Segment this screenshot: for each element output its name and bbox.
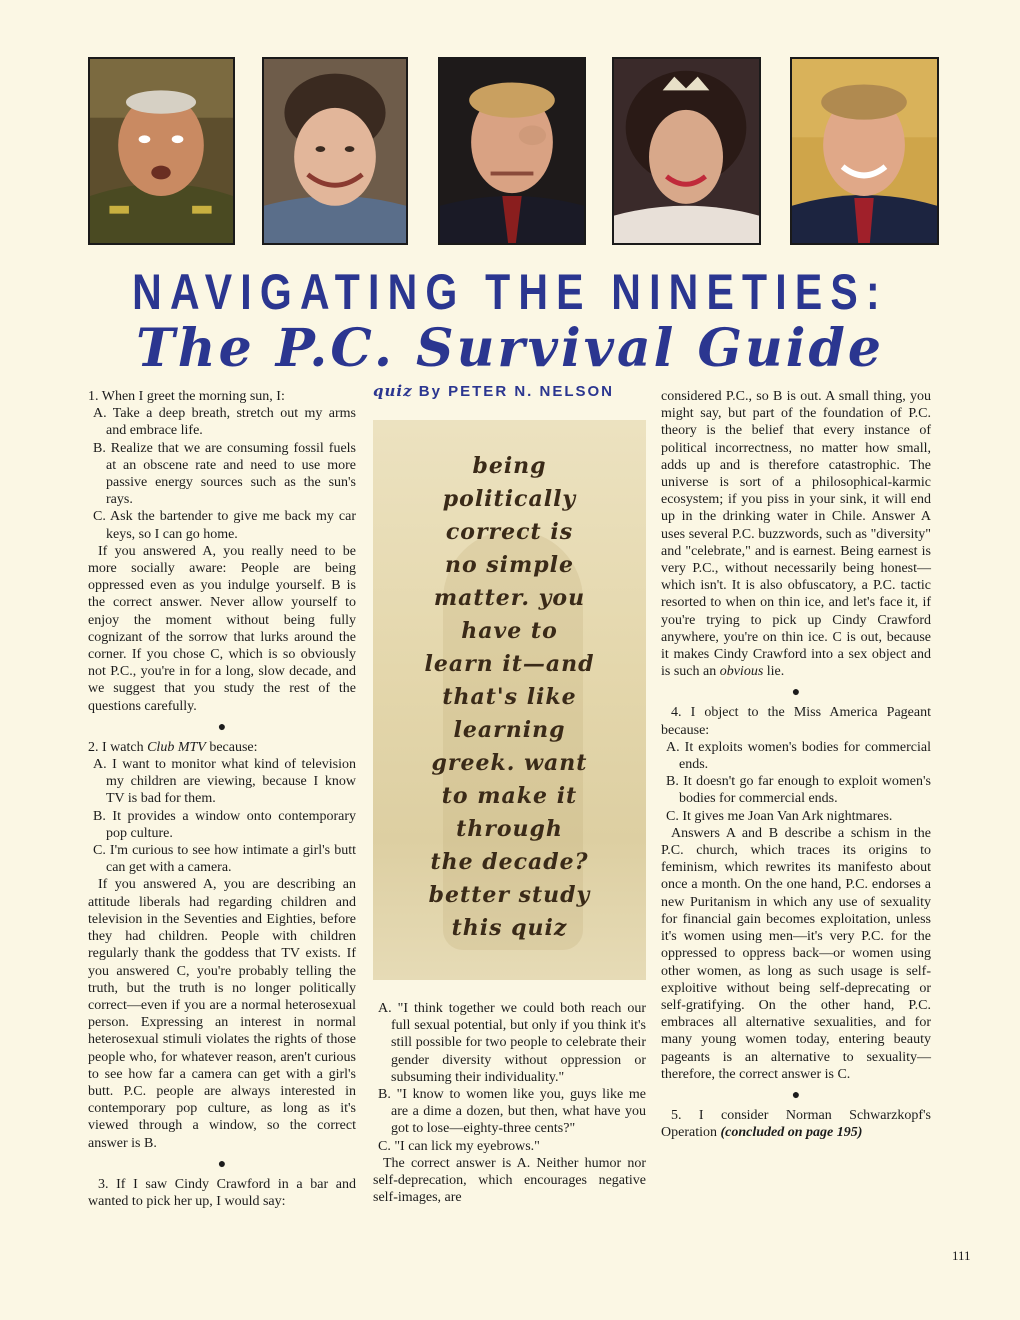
answer-3-continued — [661, 388, 931, 680]
separator-dot: ● — [217, 1156, 227, 1172]
answer-2: If you answered A, you are describing an attitude liberals had regarding children and television in the Seventies and Eighties, before they had children. People with children regularly thank the goddess that TV exists. If you answered C, you're probably telling the truth, but the truth is no longer politically correct—even if you are a normal heterosexual person. Expressing an interest in normal heterosexual stimuli violates the rights of those people who, for whatever reason, aren't curious to see how far a camera can get with a girl's butt. P.C. people are always interested in contemporary pop culture, as long as it's viewed through a window, so the correct answer is B. — [88, 877, 356, 1151]
question-1-option-c: C. Ask the bartender to give me back my car keys, so I can go home. — [93, 509, 356, 542]
question-2 — [88, 739, 356, 756]
pull-quote-line: through — [456, 816, 563, 842]
pull-quote-line: learning — [453, 717, 566, 743]
answer-3: The correct answer is A. Neither humor nor self-deprecation, which encourages negative self-images, are — [373, 1155, 646, 1206]
pull-quote-line: greek. want — [431, 750, 588, 776]
continued-note: (concluded on page 195) — [720, 1125, 863, 1141]
column-left — [88, 388, 356, 1210]
question-3-option-c: C. "I can lick my eyebrows." — [378, 1138, 540, 1154]
answer-1: If you answered A, you really need to be more socially aware: People are being oppressed even as you indulge yourself. B is the correct answer. Never allow yourself to enjoy the moment without being fully cognizant of the sorrow that lurks around the corner. If you chose C, which is so obviously not P.C., you're in for a long, slow decade, and we suggest that you study the rest of the questions carefully. — [88, 543, 356, 714]
question-5 — [661, 1107, 931, 1141]
photo-politician — [790, 57, 939, 245]
headline-subtitle: The P.C. Survival Guide — [136, 318, 884, 379]
question-2-pre: 2. I watch — [88, 739, 148, 755]
question-3-option-a: A. "I think together we could both reach our full sexual potential, but only if you think it's still possible for two people to celebrate their gender diversity without oppression or subsuming their individuality." — [378, 1001, 646, 1085]
question-1-option-b: B. Realize that we are consuming fossil fuels at an obscene rate and need to use more passive energy sources such as the sun's rays. — [93, 440, 356, 508]
pull-quote-panel — [373, 420, 646, 980]
pull-quote-line: matter. you — [433, 585, 586, 611]
pull-quote-line: being — [472, 453, 547, 479]
question-2-show: Club MTV — [147, 739, 206, 755]
column-right — [661, 388, 931, 1141]
question-5-text: 5. I consider Norman Schwarzkopf's Operation — [661, 1107, 931, 1141]
pull-quote — [373, 450, 646, 945]
question-1-option-a: A. Take a deep breath, stretch out my arms and embrace life. — [93, 406, 356, 439]
question-2-option-b: B. It provides a window onto contemporary pop culture. — [93, 808, 356, 841]
pull-quote-line: to make it — [441, 783, 578, 809]
answer-3-continued-emphasis: obvious — [719, 664, 764, 680]
byline-label: quiz — [373, 382, 413, 400]
question-3: 3. If I saw Cindy Crawford in a bar and wanted to pick her up, I would say: — [88, 1176, 356, 1209]
byline-author: By PETER N. NELSON — [418, 383, 614, 400]
pull-quote-line: correct is — [445, 519, 574, 545]
photo-general — [88, 57, 235, 245]
photo-businessman — [438, 57, 586, 245]
byline — [373, 382, 653, 400]
question-2-post: because: — [205, 739, 258, 755]
answer-3-continued-post: lie. — [763, 664, 785, 680]
pull-quote-line: that's like — [442, 684, 577, 710]
answer-4: Answers A and B describe a schism in the P.C. church, which traces its origins to feminism, which rewrites its manifesto about once a month. On the one hand, P.C. endorses a new Puritanism in which any use of sexuality for financial gain becomes exploitation, unless it's women using men—it's very P.C. for the oppressed to oppress back—or women using other women, as long as such usage is self-exploitive without being self-deprecating or self-gratifying. On the other hand, P.C. embraces all alternative sexualities, and for many young women today, entering beauty pageants is an alternative to sexuality—therefore, the correct answer is C. — [661, 825, 931, 1082]
question-2-option-c: C. I'm curious to see how intimate a girl's butt can get with a camera. — [93, 843, 356, 876]
question-2-option-a: A. I want to monitor what kind of television my children are viewing, because I know TV is bad for them. — [93, 757, 356, 807]
column-middle — [373, 1000, 646, 1206]
pull-quote-line: politically — [442, 486, 577, 512]
photo-pageant-winner — [612, 57, 761, 245]
photo-chef — [262, 57, 408, 245]
pull-quote-line: learn it—and — [424, 651, 595, 677]
question-4-option-c: C. It gives me Joan Van Ark nightmares. — [666, 808, 893, 824]
headline-title: NAVIGATING THE NINETIES: — [132, 264, 888, 320]
question-4-option-a: A. It exploits women's bodies for commercial ends. — [666, 739, 931, 773]
question-1: 1. When I greet the morning sun, I: — [88, 389, 285, 404]
pull-quote-line: no simple — [444, 552, 575, 578]
answer-3-continued-pre: considered P.C., so B is out. A small thing, you might say, but part of the foundation of P.C. theory is the belief that every instance of political incorrectness, no matter how small, adds up and is therefore catastrophic. The universe is sort of a philosophical-karmic ecosystem; if you piss in your sink, it will end up in the drinking water in Chile. Answer A uses several P.C. buzzwords, such as "diversity" and "celebrate," and is earnest. Being earnest is very P.C., without necessarily being honest—which isn't. It is also obfuscatory, a P.C. tactic resorted to when on thin ice, and let's face it, if you're trying to pick up Cindy Crawford anywhere, you're on thin ice. C is out, because it makes Cindy Crawford into a sex object and is such an — [661, 389, 931, 680]
pull-quote-line: the decade? — [430, 849, 589, 875]
pull-quote-line: this quiz — [451, 915, 568, 941]
page-number: 111 — [952, 1248, 971, 1263]
question-4: 4. I object to the Miss America Pageant because: — [661, 705, 931, 738]
pull-quote-line: have to — [461, 618, 558, 644]
separator-dot: ● — [791, 685, 801, 701]
question-3-option-b: B. "I know to women like you, guys like me are a dime a dozen, but then, what have you got to lose—eighty-three cents?" — [378, 1087, 646, 1137]
separator-dot: ● — [791, 1087, 801, 1103]
separator-dot: ● — [217, 719, 227, 735]
question-4-option-b: B. It doesn't go far enough to exploit women's bodies for commercial ends. — [666, 774, 931, 807]
pull-quote-line: better study — [428, 882, 591, 908]
